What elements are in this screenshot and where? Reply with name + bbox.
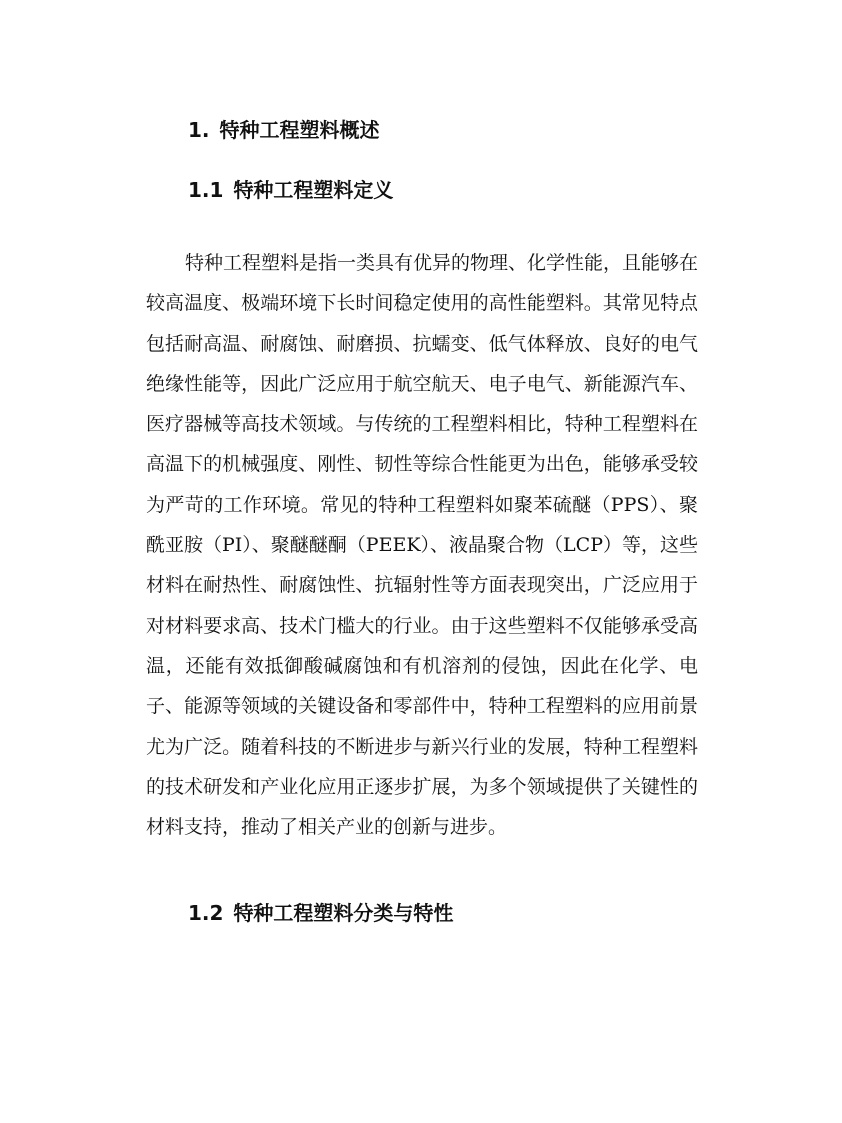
chapter-title: 特种工程塑料概述 [219,118,380,142]
section-title-1-1: 特种工程塑料定义 [233,178,394,202]
chapter-heading [188,115,380,145]
section-heading-1-2 [188,898,453,928]
body-paragraph: 特种工程塑料是指一类具有优异的物理、化学性能，且能够在较高温度、极端环境下长时间稳定使用的高性能塑料。其常见特点包括耐高温、耐腐蚀、耐磨损、抗蠕变、低气体释放、良好的电气绝缘性能等，因此广泛应用于航空航天、电子电气、新能源汽车、医疗器械等高技术领域。与传统的工程塑料相比，特种工程塑料在高温下的机械强度、刚性、韧性等综合性能更为出色，能够承受较为严苛的工作环境。常见的特种工程塑料如聚苯硫醚（PPS）、聚酰亚胺（PI）、聚醚醚酮（PEEK）、液晶聚合物（LCP）等，这些材料在耐热性、耐腐蚀性、抗辐射性等方面表现突出，广泛应用于对材料要求高、技术门槛大的行业。由于这些塑料不仅能够承受高温，还能有效抵御酸碱腐蚀和有机溶剂的侵蚀，因此在化学、电子、能源等领域的关键设备和零部件中，特种工程塑料的应用前景尤为广泛。随着科技的不断进步与新兴行业的发展，特种工程塑料的技术研发和产业化应用正逐步扩展，为多个领域提供了关键性的材料支持，推动了相关产业的创新与进步。 [146,252,699,839]
section-title-1-2: 特种工程塑料分类与特性 [233,901,454,925]
section-number-1-2: 1.2 [188,901,224,925]
chapter-number: 1. [188,118,210,142]
section-number-1-1: 1.1 [188,178,224,202]
section-heading-1-1 [188,175,393,205]
